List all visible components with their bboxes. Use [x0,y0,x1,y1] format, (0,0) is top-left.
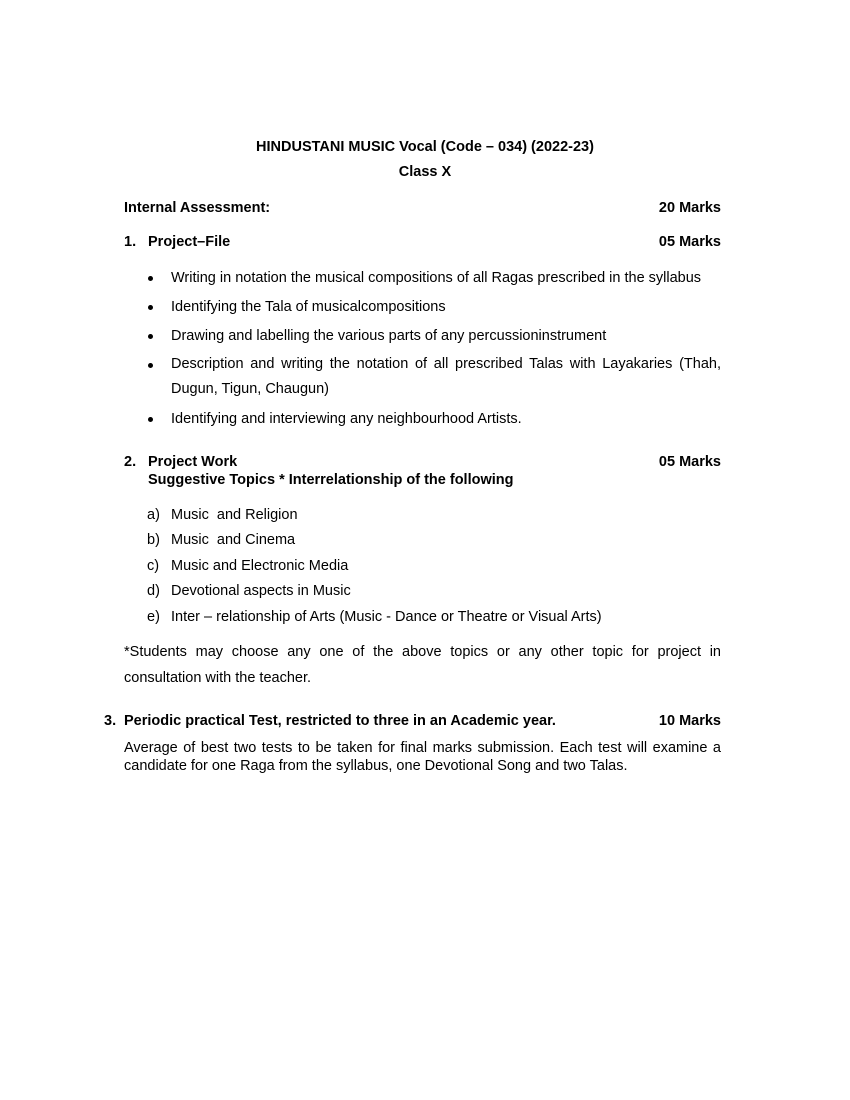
section-2-marks: 05 Marks [658,454,721,470]
list-item: Identifying the Tala of musicalcompositions [171,299,446,315]
document-title: HINDUSTANI MUSIC Vocal (Code – 034) (2022-23) [256,139,594,155]
list-item: Identifying and interviewing any neighbourhood Artists. [171,411,522,427]
list-item: Description and writing the notation of all prescribed Talas with Layakaries (Thah, Dugun, Tigun, Chaugun) [171,356,721,397]
list-item-letter: b) [147,532,160,548]
bullet-icon [148,305,153,310]
section-3-number: 3. [104,713,117,729]
section-3-body: Average of best two tests to be taken for final marks submission. Each test will examine a candidate for one Raga from the syllabus, one Devotional Song and two Talas. [124,740,721,774]
section-2-subtitle: Suggestive Topics * Interrelationship of the following [148,472,514,488]
list-item-letter: c) [147,558,160,574]
bullet-icon [148,363,153,368]
list-item: Music and Religion [171,507,298,523]
list-item-letter: e) [147,609,160,625]
list-item: Inter – relationship of Arts (Music - Dance or Theatre or Visual Arts) [171,609,602,625]
class-heading: Class X [398,164,452,180]
section-1-title: Project–File [148,234,231,250]
internal-assessment-marks: 20 Marks [658,200,721,216]
list-item: Music and Electronic Media [171,558,349,574]
list-item: Drawing and labelling the various parts of any percussioninstrument [171,328,607,344]
list-item-letter: a) [147,507,160,523]
section-3-marks: 10 Marks [658,713,721,729]
bullet-icon [148,334,153,339]
section-2-number: 2. [124,454,137,470]
bullet-icon [148,276,153,281]
section-1-marks: 05 Marks [658,234,721,250]
section-2-title: Project Work [148,454,238,470]
section-1-number: 1. [124,234,137,250]
list-item-letter: d) [147,583,160,599]
list-item: Devotional aspects in Music [171,583,351,599]
bullet-icon [148,417,153,422]
internal-assessment-label: Internal Assessment: [124,200,271,216]
section-2-note: *Students may choose any one of the above topics or any other topic for project in consultation with the teacher. [124,644,721,686]
section-3-title: Periodic practical Test, restricted to three in an Academic year. [124,713,556,729]
list-item: Music and Cinema [171,532,296,548]
list-item: Writing in notation the musical compositions of all Ragas prescribed in the syllabus [171,270,702,286]
